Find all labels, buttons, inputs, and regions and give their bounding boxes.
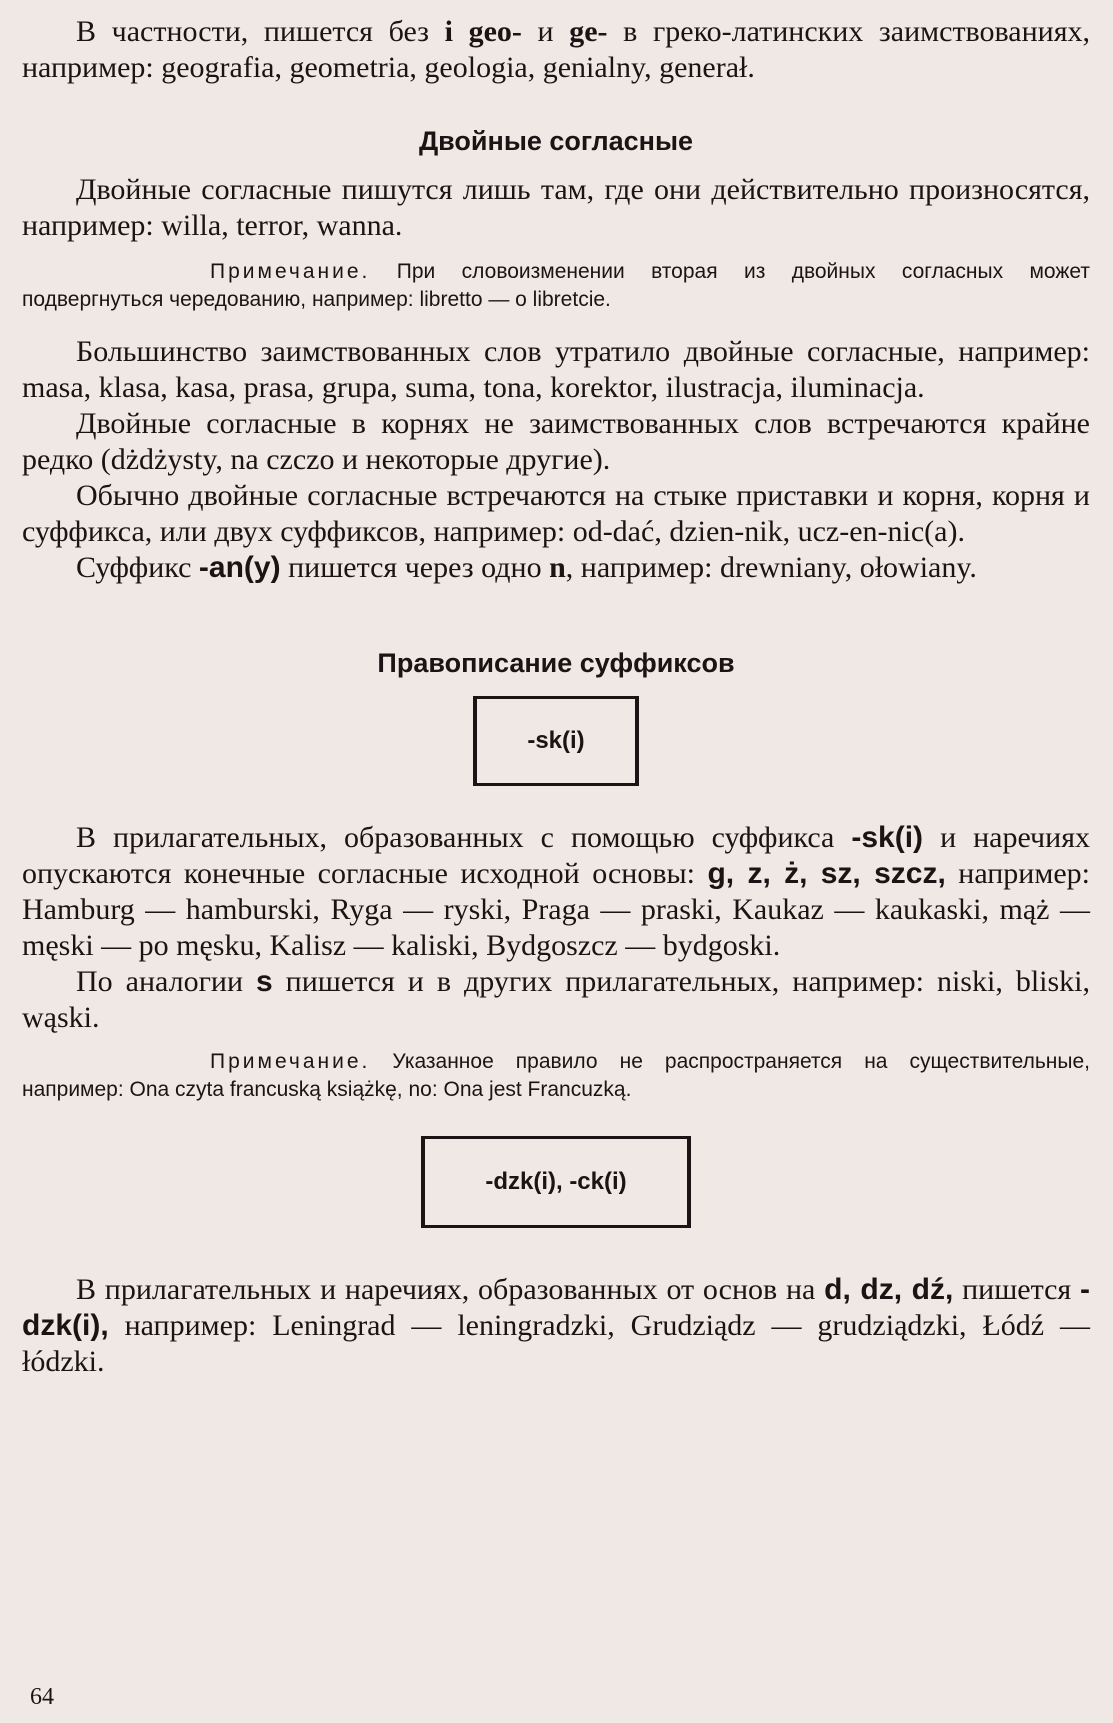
page-number: 64 — [30, 1684, 54, 1710]
suffix-box-label: -sk(i) — [527, 727, 585, 754]
text: пишется — [953, 1273, 1080, 1306]
text — [453, 15, 469, 48]
paragraph-prefix-junction: Обычно двойные согласные встречаются на стыке приставки и корня, корня и суффикса, или двух суффиксов, например: od-dać, dzien-nik, ucz-en-nic(a). — [22, 479, 1090, 548]
paragraph-native-roots: Двойные согласные в корнях не заимствованных слов встречаются крайне редко (dżdżysty, na czczo и некоторые другие). — [22, 407, 1090, 476]
text: и — [521, 15, 570, 48]
text: пишется и в других прилагательных, например: niski, bliski, wąski. — [22, 965, 1090, 1034]
text: В частности, пишется без — [76, 15, 445, 48]
suffix-box-sk — [473, 696, 639, 786]
paragraph-borrowed-words: Большинство заимствованных слов утратило двойные согласные, например: masa, klasa, kasa, prasa, grupa, suma, tona, korektor, ilustracja, iluminacja. — [22, 335, 1090, 404]
text: В прилагательных и наречиях, образованных от основ на — [76, 1273, 825, 1306]
section-heading-suffix-spelling: Правописание суффиксов — [377, 648, 735, 678]
bold-term: ge- — [569, 15, 608, 48]
text: например: Hamburg — hamburski, Ryga — ryski, Praga — praski, Kaukaz — kaukaski, mąż — męski — po męsku, Kalisz — kaliski, Bydgoszcz — bydgoski. — [22, 857, 1090, 962]
paragraph-analogy-s — [22, 964, 1090, 1036]
note-label: Примечание. — [210, 1050, 371, 1073]
text: например: Leningrad — leningradzki, Grudziądz — grudziądzki, Łódź — łódzki. — [22, 1309, 1090, 1378]
bold-term: -an(y) — [198, 551, 281, 584]
section-heading-double-consonants: Двойные согласные — [418, 126, 694, 156]
bold-term: i — [444, 15, 453, 48]
note-text: При словоизменении вторая из двойных согласных может подвергнуться чередованию, например: libretto — o libretcie. — [22, 260, 1090, 311]
note-text: Указанное правило не распространяется на существительные, например: Ona czyta francuską książkę, no: Ona jest Francuzką. — [22, 1050, 1090, 1101]
paragraph-suffix-any — [22, 550, 1090, 586]
bold-term: d, dz, dź, — [824, 1273, 954, 1306]
text: Суффикс — [76, 551, 199, 584]
text: В прилагательных, образованных с помощью суффикса — [76, 821, 852, 854]
text: , например: drewniany, ołowiany. — [565, 551, 977, 584]
text: в греко-латинских заимствованиях, например: geografia, geometria, geologia, genialny, generał. — [22, 15, 1091, 84]
note-nouns-exception — [22, 1048, 1090, 1104]
suffix-box-label: -dzk(i), -ck(i) — [485, 1168, 627, 1195]
paragraph-geo-prefix — [22, 14, 1090, 86]
bold-term: geo- — [468, 15, 522, 48]
bold-term: -dzk(i), — [22, 1273, 1090, 1342]
paragraph-suffix-dzk — [22, 1272, 1090, 1380]
text: пишется через одно — [280, 551, 550, 584]
bold-term: g, z, ż, sz, szcz, — [707, 857, 946, 890]
text: и наречиях опускаются конечные согласные исходной основы: — [22, 821, 1090, 890]
note-double-consonants — [22, 258, 1090, 314]
text: По аналогии — [76, 965, 256, 998]
suffix-box-dzk-ck — [421, 1136, 691, 1228]
bold-term: -sk(i) — [851, 821, 924, 854]
bold-term: n — [549, 551, 566, 584]
paragraph-double-consonants: Двойные согласные пишутся лишь там, где они действительно произносятся, например: willa, terror, wanna. — [22, 173, 1090, 242]
bold-term: s — [256, 965, 273, 998]
note-label: Примечание. — [210, 260, 371, 283]
paragraph-suffix-sk — [22, 820, 1090, 964]
page-content — [22, 14, 1090, 1380]
